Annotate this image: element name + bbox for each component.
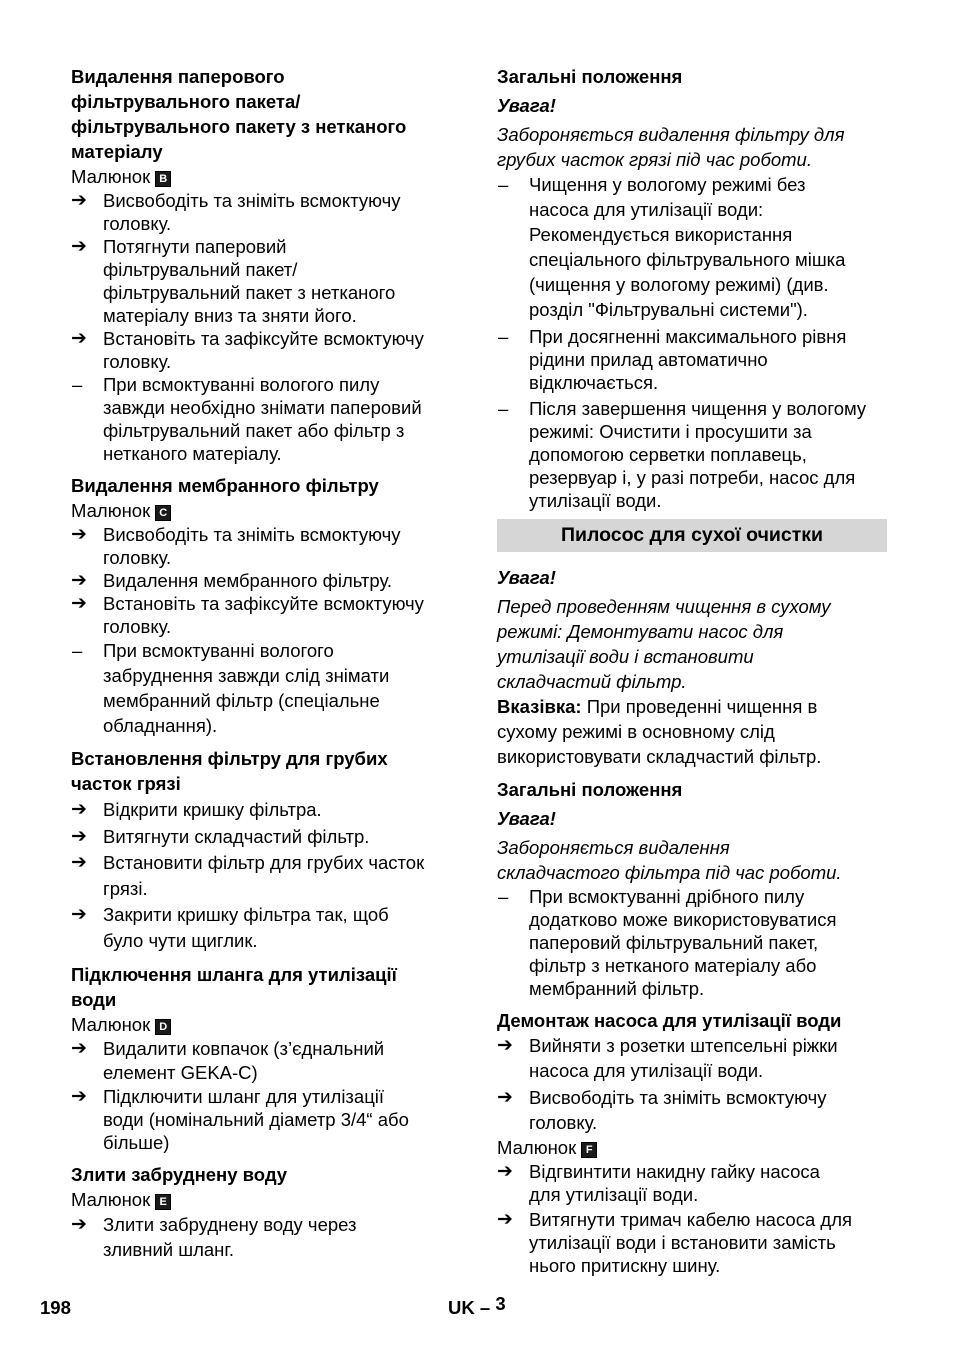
item-line: При досягненні максимального рівня [529, 326, 847, 347]
note-line: При проведенні чищення в [581, 696, 818, 717]
item-line: Чищення у вологому режимі без [529, 174, 806, 195]
figure-reference [71, 1012, 457, 1037]
item-line: Видалення мембранного фільтру. [103, 570, 393, 591]
item-line: фільтрувальний пакет з нетканого [103, 282, 396, 303]
item-line: розділ "Фільтрувальні системи"). [529, 299, 808, 320]
item-line: Закрити кришку фільтра так, щоб [103, 904, 389, 925]
list-item [71, 592, 457, 638]
heading-line: матеріалу [71, 141, 163, 162]
item-line: Підключити шланг для утилізації [103, 1086, 385, 1107]
list-item [71, 1212, 457, 1262]
item-line: мембранний фільтр. [529, 978, 705, 999]
dash-bullet-icon: – [498, 886, 509, 907]
item-line: зливний шланг. [103, 1239, 235, 1260]
warning-line: складчастий фільтр. [497, 671, 687, 692]
figure-label: Малюнок [71, 1189, 151, 1210]
item-line: паперовий фільтрувальний пакет, [529, 932, 819, 953]
section-heading [71, 746, 457, 796]
item-line: спеціального фільтрувального мішка [529, 249, 846, 270]
item-line: утилізації води. [529, 490, 662, 511]
list-item [71, 189, 457, 235]
figure-label: Малюнок [71, 166, 151, 187]
list-item [497, 885, 887, 1000]
arrow-right-icon: ➔ [71, 1214, 87, 1235]
item-line: головку. [103, 547, 172, 568]
section-heading: Загальні положення [497, 779, 683, 800]
dash-bullet-icon: – [498, 174, 509, 195]
item-line: забруднення завжди слід знімати [103, 665, 390, 686]
item-line: головку. [103, 213, 172, 234]
section-heading: Видалення мембранного фільтру [71, 475, 379, 496]
item-line: більше) [103, 1132, 170, 1153]
list-item [497, 1208, 887, 1277]
list-item [71, 823, 457, 850]
right-column [497, 64, 887, 1277]
arrow-right-icon: ➔ [71, 524, 87, 545]
section-heading: Злити забруднену воду [71, 1164, 288, 1185]
figure-letter-badge: F [581, 1142, 597, 1158]
list-item [497, 1160, 887, 1206]
item-line: Після завершення чищення у вологому [529, 398, 867, 419]
section-install-coarse-filter [71, 746, 457, 954]
item-line: Висвободіть та зніміть всмоктуючу [529, 1087, 827, 1108]
item-line: Витягнути тримач кабелю насоса для [529, 1209, 853, 1230]
note-paragraph [497, 694, 887, 769]
warning-text [497, 835, 887, 885]
item-line: фільтр з нетканого матеріалу або [529, 955, 817, 976]
section-drain-dirty-water [71, 1162, 457, 1262]
warning-line: Забороняється видалення [497, 837, 730, 858]
list-item [71, 523, 457, 569]
warning-text [497, 122, 887, 172]
list-item [71, 1037, 457, 1085]
item-line: Встановити фільтр для грубих часток [103, 852, 425, 873]
item-line: режимі: Очистити і просушити за [529, 421, 812, 442]
dash-bullet-icon: – [72, 640, 83, 661]
warning-line: Перед проведенням чищення в сухому [497, 596, 831, 617]
arrow-right-icon: ➔ [71, 1038, 87, 1059]
arrow-right-icon: ➔ [497, 1161, 513, 1182]
item-line: головку. [103, 351, 172, 372]
figure-letter-badge: B [155, 171, 171, 187]
arrow-right-icon: ➔ [71, 328, 87, 349]
item-line: завжди необхідно знімати паперовий [103, 397, 422, 418]
item-line: головку. [103, 616, 172, 637]
dash-bullet-icon: – [498, 398, 509, 419]
warning-line: режимі: Демонтувати насос для [497, 621, 784, 642]
figure-label: Малюнок [497, 1137, 577, 1158]
item-line: фільтрувальний пакет/ [103, 259, 298, 280]
arrow-right-icon: ➔ [497, 1209, 513, 1230]
heading-line: Встановлення фільтру для грубих [71, 748, 388, 769]
item-line: Висвободіть та зніміть всмоктуючу [103, 190, 401, 211]
item-line: Відгвинтити накидну гайку насоса [529, 1161, 820, 1182]
section-remove-membrane-filter [71, 473, 457, 738]
arrow-right-icon: ➔ [71, 1086, 87, 1107]
heading-line: фільтрувального пакету з нетканого [71, 116, 407, 137]
language-code: UK [448, 1297, 475, 1318]
item-line: мембранний фільтр (спеціальне [103, 690, 380, 711]
warning-line: грубих часток грязі під час роботи. [497, 149, 812, 170]
left-column [71, 64, 457, 1262]
item-line: рідини прилад автоматично [529, 349, 768, 370]
item-line: Встановіть та зафіксуйте всмоктуючу [103, 328, 424, 349]
heading-line: Підключення шланга для утилізації [71, 964, 397, 985]
item-line: обладнання). [103, 715, 218, 736]
list-item [71, 796, 457, 823]
list-item [497, 397, 887, 512]
item-line: головку. [529, 1112, 598, 1133]
list-item [71, 569, 457, 592]
arrow-right-icon: ➔ [71, 570, 87, 591]
section-remove-paper-filter [71, 64, 457, 465]
section-remove-drain-pump [497, 1008, 887, 1277]
item-line: При всмоктуванні вологого [103, 640, 334, 661]
item-line: резервуар і, у разі потреби, насос для [529, 467, 856, 488]
list-item [497, 325, 887, 394]
section-heading [71, 962, 457, 1012]
item-line: насоса для утилізації води: [529, 199, 764, 220]
figure-label: Малюнок [71, 500, 151, 521]
arrow-right-icon: ➔ [71, 826, 87, 847]
section-heading: Демонтаж насоса для утилізації води [497, 1010, 842, 1031]
warning-heading: Увага! [497, 95, 556, 116]
note-line: використовувати складчастий фільтр. [497, 746, 822, 767]
item-line: води (номінальний діаметр 3/4“ або [103, 1109, 409, 1130]
item-line: При всмоктуванні вологого пилу [103, 374, 380, 395]
item-line: Злити забруднену воду через [103, 1214, 357, 1235]
item-line: (чищення у вологому режимі) (див. [529, 274, 829, 295]
item-line: Рекомендується використання [529, 224, 793, 245]
item-line: матеріалу вниз та зняти його. [103, 305, 357, 326]
section-page-number: 3 [495, 1293, 506, 1314]
heading-line: часток грязі [71, 773, 181, 794]
dash-bullet-icon: – [72, 374, 83, 395]
item-line: насоса для утилізації води. [529, 1060, 764, 1081]
item-line: грязі. [103, 878, 148, 899]
item-line: При всмоктуванні дрібного пилу [529, 886, 805, 907]
section-heading [71, 64, 457, 164]
item-line: утилізації води і встановити замість [529, 1232, 836, 1253]
item-line: Відкрити кришку фільтра. [103, 799, 322, 820]
item-line: допомогою серветки поплавець, [529, 444, 807, 465]
section-banner-dry-vacuum: Пилосос для сухої очистки [497, 519, 887, 552]
heading-line: Видалення паперового [71, 66, 285, 87]
dash-bullet-icon: – [498, 326, 509, 347]
heading-line: фільтрувального пакета/ [71, 91, 301, 112]
warning-line: складчастого фільтра під час роботи. [497, 862, 842, 883]
list-item [71, 902, 457, 954]
arrow-right-icon: ➔ [71, 904, 87, 925]
figure-reference [71, 164, 457, 189]
footer-separator: – [479, 1297, 491, 1318]
item-line: нього притискну шину. [529, 1255, 721, 1276]
list-item [71, 638, 457, 738]
warning-text [497, 594, 887, 694]
item-line: Встановіть та зафіксуйте всмоктуючу [103, 593, 424, 614]
figure-letter-badge: C [155, 505, 171, 521]
item-line: додатково може використовуватися [529, 909, 837, 930]
list-item [71, 1085, 457, 1154]
item-line: нетканого матеріалу. [103, 443, 282, 464]
section-dry-vacuum-warning [497, 565, 887, 769]
arrow-right-icon: ➔ [497, 1035, 513, 1056]
note-label: Вказівка: [497, 696, 582, 717]
warning-heading: Увага! [497, 808, 556, 829]
list-item [497, 172, 887, 322]
figure-letter-badge: D [155, 1019, 171, 1035]
arrow-right-icon: ➔ [71, 190, 87, 211]
item-line: Вийняти з розетки штепсельні ріжки [529, 1035, 838, 1056]
heading-line: води [71, 989, 117, 1010]
list-item [71, 327, 457, 373]
arrow-right-icon: ➔ [71, 852, 87, 873]
list-item [71, 850, 457, 902]
item-line: Видалити ковпачок (з’єднальний [103, 1038, 385, 1059]
item-line: фільтрувальний пакет або фільтр з [103, 420, 405, 441]
item-line: Потягнути паперовий [103, 236, 287, 257]
item-line: Висвободіть та зніміть всмоктуючу [103, 524, 401, 545]
figure-reference [497, 1135, 887, 1160]
footer-section-marker [448, 1293, 506, 1319]
list-item [71, 235, 457, 327]
warning-line: утилізації води і встановити [497, 646, 754, 667]
figure-reference [71, 1187, 457, 1212]
section-connect-drain-hose [71, 962, 457, 1154]
note-line: сухому режимі в основному слід [497, 721, 775, 742]
item-line: Витягнути складчастий фільтр. [103, 826, 370, 847]
arrow-right-icon: ➔ [71, 593, 87, 614]
item-line: для утилізації води. [529, 1184, 699, 1205]
figure-letter-badge: E [155, 1194, 171, 1210]
page-number: 198 [40, 1297, 71, 1318]
warning-line: Забороняється видалення фільтру для [497, 124, 845, 145]
arrow-right-icon: ➔ [71, 799, 87, 820]
list-item [71, 373, 457, 465]
figure-label: Малюнок [71, 1014, 151, 1035]
figure-reference [71, 498, 457, 523]
arrow-right-icon: ➔ [497, 1087, 513, 1108]
section-general-provisions-wet [497, 64, 887, 512]
section-general-provisions-dry [497, 777, 887, 1000]
arrow-right-icon: ➔ [71, 236, 87, 257]
item-line: відключається. [529, 372, 659, 393]
item-line: було чути щиглик. [103, 930, 258, 951]
list-item [497, 1033, 887, 1083]
section-heading: Загальні положення [497, 66, 683, 87]
item-line: елемент GEKA-C) [103, 1062, 258, 1083]
warning-heading: Увага! [497, 567, 556, 588]
list-item [497, 1085, 887, 1135]
